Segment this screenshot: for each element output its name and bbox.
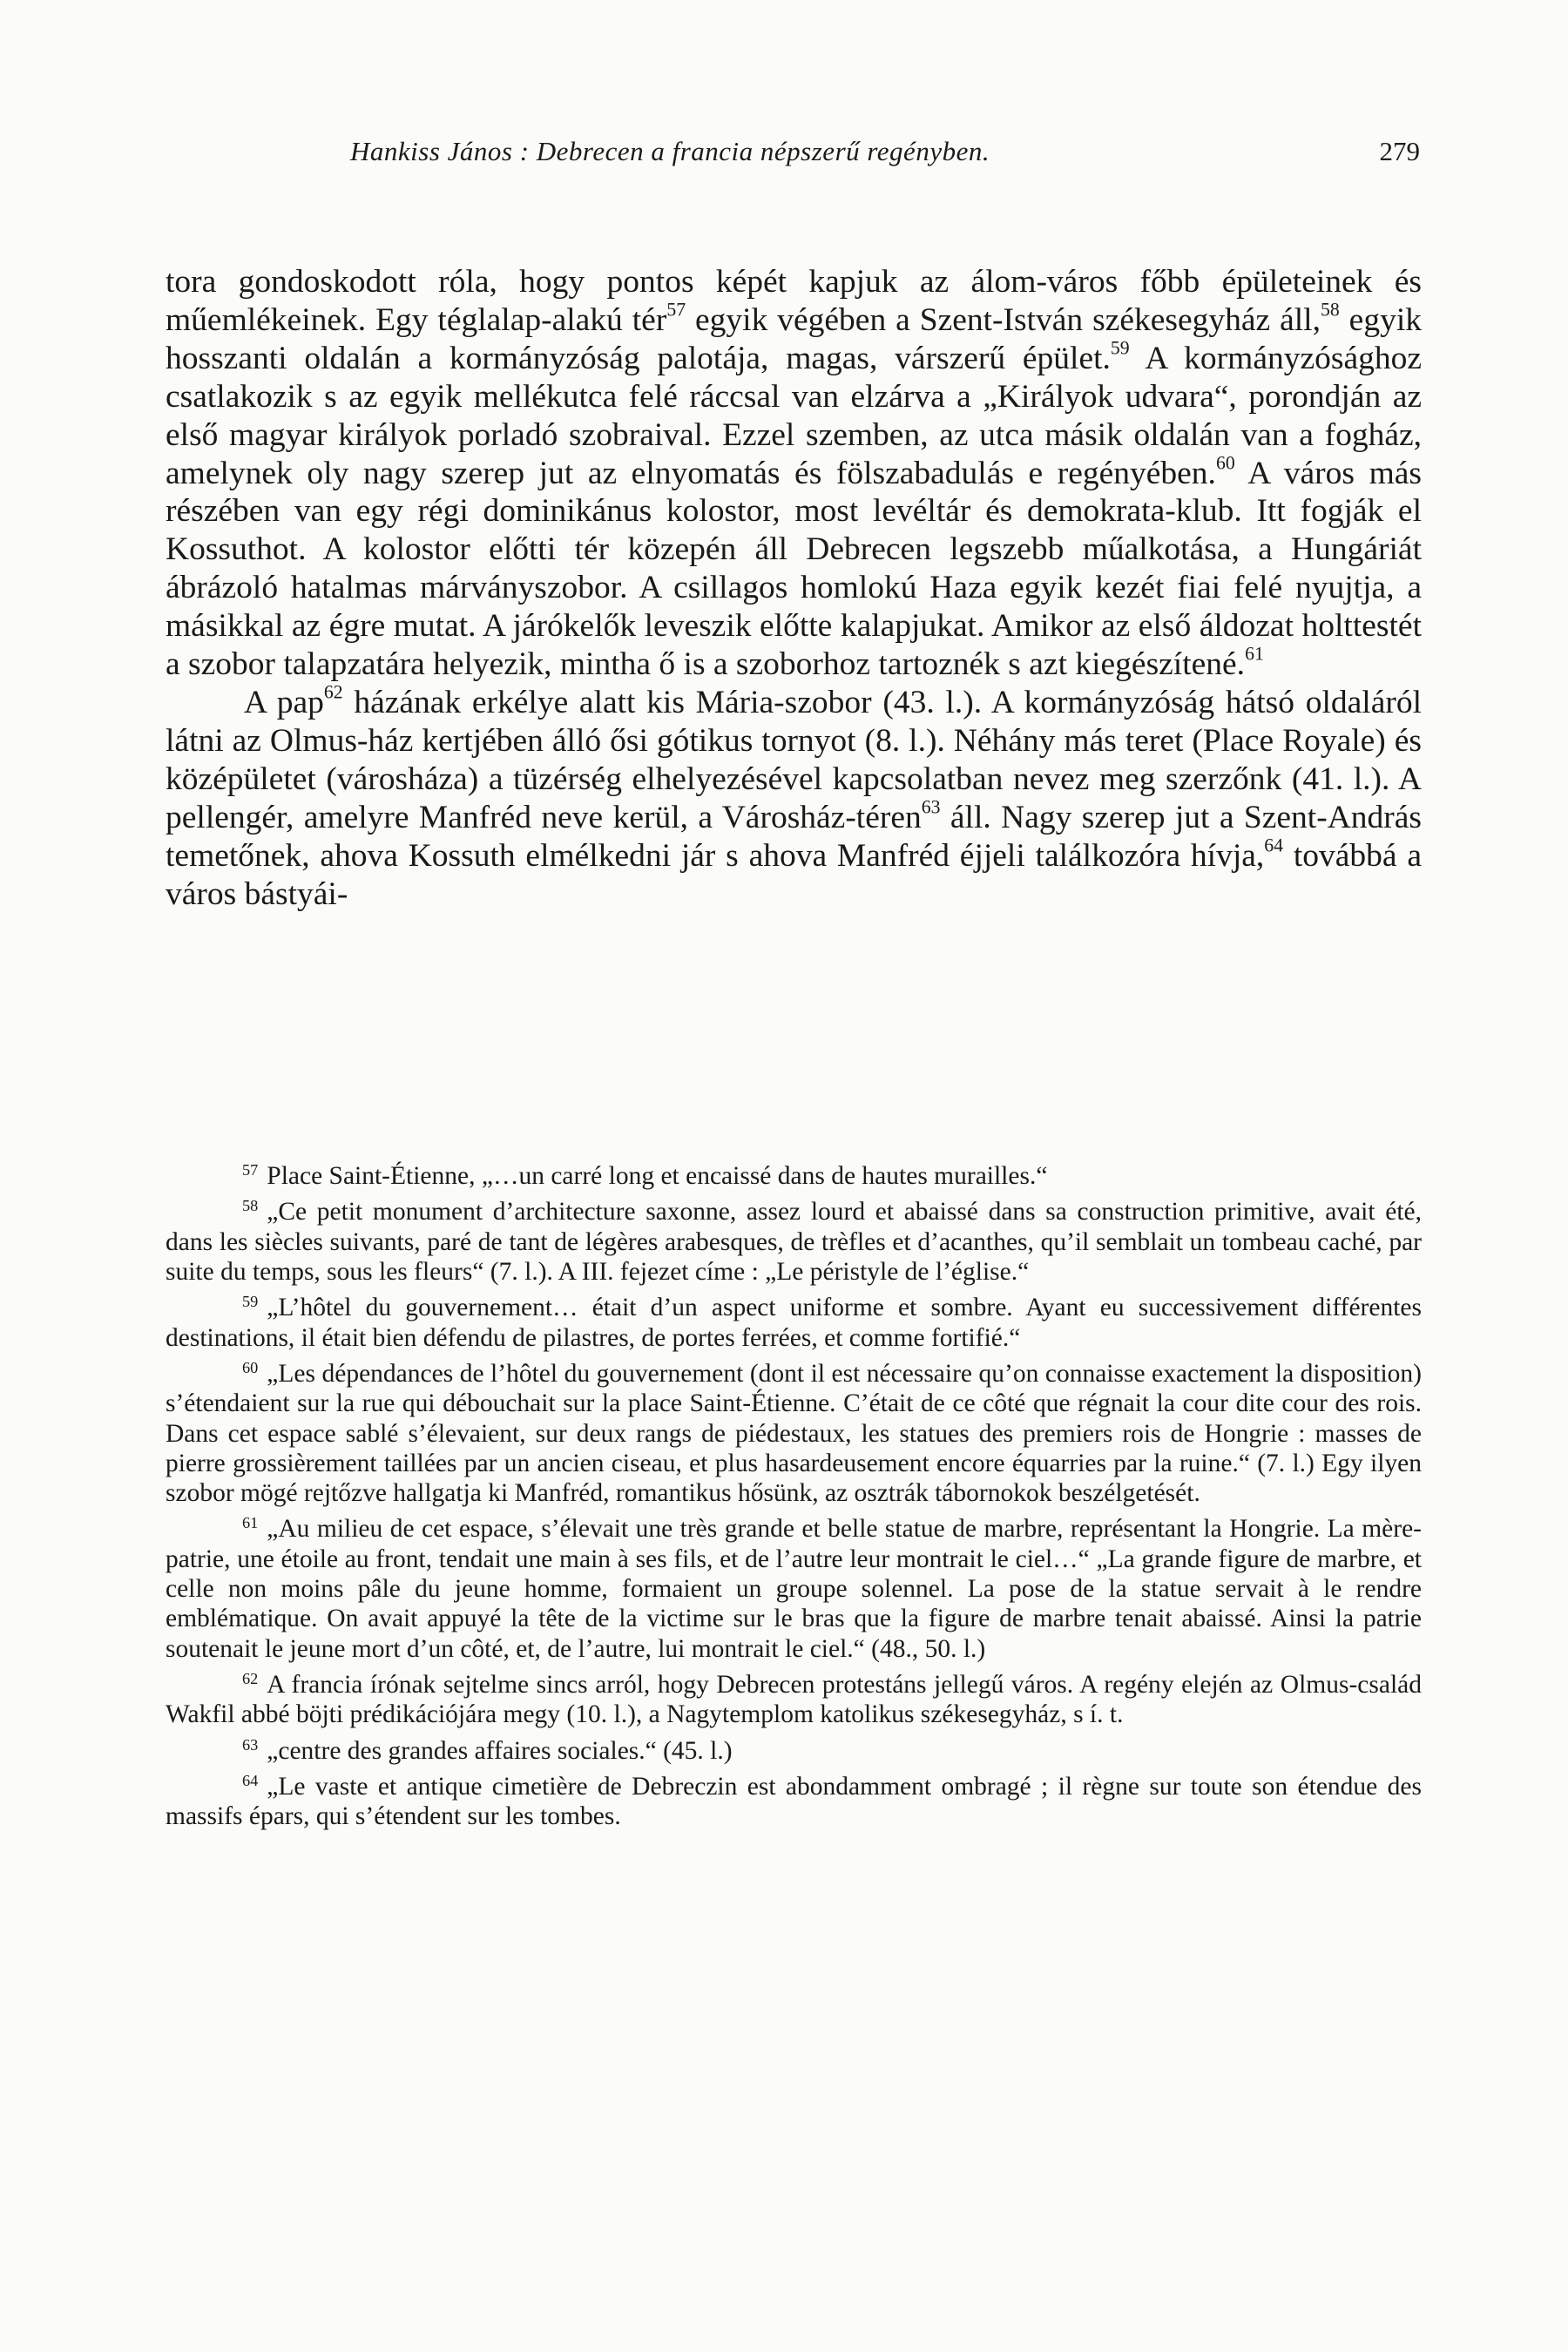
- footnote-ref: 60: [1215, 452, 1235, 474]
- text-run: A pap: [244, 684, 324, 720]
- footnote-text: Place Saint-Étienne, „…un carré long et encaissé dans de hautes murailles.“: [267, 1162, 1048, 1191]
- footnote-text: „Le vaste et antique cimetière de Debreczin est abondamment ombragé ; il règne sur toute son étendue des massifs épars, qui s’étendent sur les tombes.: [166, 1773, 1422, 1831]
- page-number: 279: [1379, 136, 1420, 166]
- paragraph-2: [166, 681, 1422, 913]
- text-run: áll. Nagy szerep jut a Szent-András temetőnek, ahova Kossuth elmélkedni jár s ahova Manfréd éjjeli találkozóra hívja,: [166, 799, 1422, 874]
- footnote-ref: 57: [666, 299, 686, 321]
- text-run: házának erkélye alatt kis Mária-szobor (43. l.). A kormányzóság hátsó oldaláról látni az Olmus-ház kertjében álló ősi gótikus tornyot (8. l.). Néhány más teret (Place Royale) és középületet (városháza) a tüzérség elhelyezésével kapcsolatban nevez meg szerzőnk (41. l.). A pellengér, amelyre Manfréd neve kerül, a Városház-téren: [166, 684, 1422, 835]
- footnote: [166, 1191, 1422, 1287]
- footnote: [166, 1730, 1422, 1766]
- footnote-text: „Les dépendances de l’hôtel du gouvernement (dont il est nécessaire qu’on connaisse exactement la disposition) s’étendaient sur la rue qui débouchait sur la place Saint-Étienne. C’était de ce côté que régnait la cour dite cour des rois. Dans cet espace sablé s’élevaient, sur deux rangs de piédestaux, les statues des premiers rois de Hongrie : masses de pierre grossièrement taillées par un ancien ciseau, et plus hasardeusement encore équarries par la ruine.“ (7. l.) Egy ilyen szobor mögé rejtőzve hallgatja ki Manfréd, romantikus hősünk, az osztrák tábornokok beszélgetését.: [166, 1359, 1422, 1508]
- footnote-ref: 63: [921, 796, 941, 818]
- paragraph-1: [166, 263, 1422, 684]
- footnote-number: 61: [242, 1514, 259, 1532]
- footnote-ref: 61: [1245, 643, 1264, 665]
- text-run: tora gondoskodott róla, hogy pontos képét kapjuk az álom-város főbb épületeinek és műemlékeinek. Egy téglalap-alakú tér: [166, 264, 1422, 338]
- footnote-number: 63: [242, 1735, 259, 1754]
- footnote-number: 60: [242, 1358, 259, 1376]
- footnote-number: 62: [242, 1669, 259, 1687]
- footnote: [166, 1287, 1422, 1353]
- footnote-ref: 58: [1320, 299, 1340, 321]
- text-run: egyik hosszanti oldalán a kormányzóság palotája, magas, várszerű épület.: [166, 301, 1422, 376]
- text-run: A város más részében van egy régi dominikánus kolostor, most levéltár és demokrata-klub. Itt fogják el Kossuthot. A kolostor előtti tér közepén áll Debrecen legszebb műalkotása, a Hungáriát ábrázoló hatalmas márványszobor. A csillagos homlokú Haza egyik kezét fiai felé nyujtja, a másikkal az égre mutat. A járókelők leveszik előtte kalapjukat. Amikor az első áldozat holttestét a szobor talapzatára helyezik, mintha ő is a szoborhoz tartoznék s azt kiegészítené.: [166, 455, 1422, 683]
- footnote-text: „Ce petit monument d’architecture saxonne, assez lourd et abaissé dans sa construction primitive, avait été, dans les siècles suivants, paré de tant de légères arabesques, de trèfles et d’acanthes, qu’il semblait un tombeau caché, par suite du temps, sous les fleurs“ (7. l.). A III. fejezet címe : „Le péristyle de l’église.“: [166, 1198, 1422, 1286]
- footnote-number: 64: [242, 1771, 259, 1789]
- footnote-text: A francia írónak sejtelme sincs arról, hogy Debrecen protestáns jellegű város. A regény elején az Olmus-család Wakfil abbé böjti prédikációjára megy (10. l.), a Nagytemplom katolikus székesegyház, s í. t.: [166, 1671, 1422, 1729]
- footnote-ref: 59: [1110, 337, 1130, 359]
- footnote-text: „L’hôtel du gouvernement… était d’un aspect uniforme et sombre. Ayant eu successivement différentes destinations, il était bien défendu de pilastres, de portes ferrées, et comme fortifié.“: [166, 1294, 1422, 1352]
- footnote-ref: 64: [1264, 835, 1284, 856]
- footnote: [166, 1766, 1422, 1832]
- running-head: [166, 136, 1420, 179]
- footnote: [166, 1353, 1422, 1509]
- text-run: A kormányzósághoz csatlakozik s az egyik mellékutca felé ráccsal van elzárva a „Királyok udvara“, porondján az első magyar királyok porladó szobraival. Ezzel szemben, az utca másik oldalán van a fogház, amelynek oly nagy szerep jut az elnyomatás és fölszabadulás e regényében.: [166, 340, 1422, 491]
- footnote-text: „centre des grandes affaires sociales.“ (45. l.): [267, 1736, 733, 1765]
- footnote: [166, 1664, 1422, 1730]
- footnote-number: 58: [242, 1197, 259, 1215]
- main-text: [166, 263, 1422, 913]
- running-title: Hankiss János : Debrecen a francia népszerű regényben.: [350, 136, 990, 166]
- text-run: egyik végében a Szent-István székesegyház áll,: [686, 301, 1321, 338]
- footnotes: [166, 1155, 1422, 1832]
- footnote: [166, 1155, 1422, 1191]
- footnote-number: 59: [242, 1293, 259, 1311]
- text-run: továbbá a város bástyái-: [166, 837, 1422, 912]
- footnote-number: 57: [242, 1161, 259, 1179]
- footnote-ref: 62: [323, 681, 343, 703]
- footnote: [166, 1508, 1422, 1664]
- footnote-text: „Au milieu de cet espace, s’élevait une très grande et belle statue de marbre, représentant la Hongrie. La mère-patrie, une étoile au front, tendait une main à ses fils, et de l’autre leur montrait le ciel…“ „La grande figure de marbre, et celle non moins pâle du jeune homme, formaient un groupe solennel. La pose de la statue servait à le rendre emblématique. On avait appuyé la tête de la victime sur le bras que la figure de marbre tenait abaissé. Ainsi la patrie soutenait le jeune mort d’un côté, et, de l’autre, lui montrait le ciel.“ (48., 50. l.): [166, 1515, 1422, 1663]
